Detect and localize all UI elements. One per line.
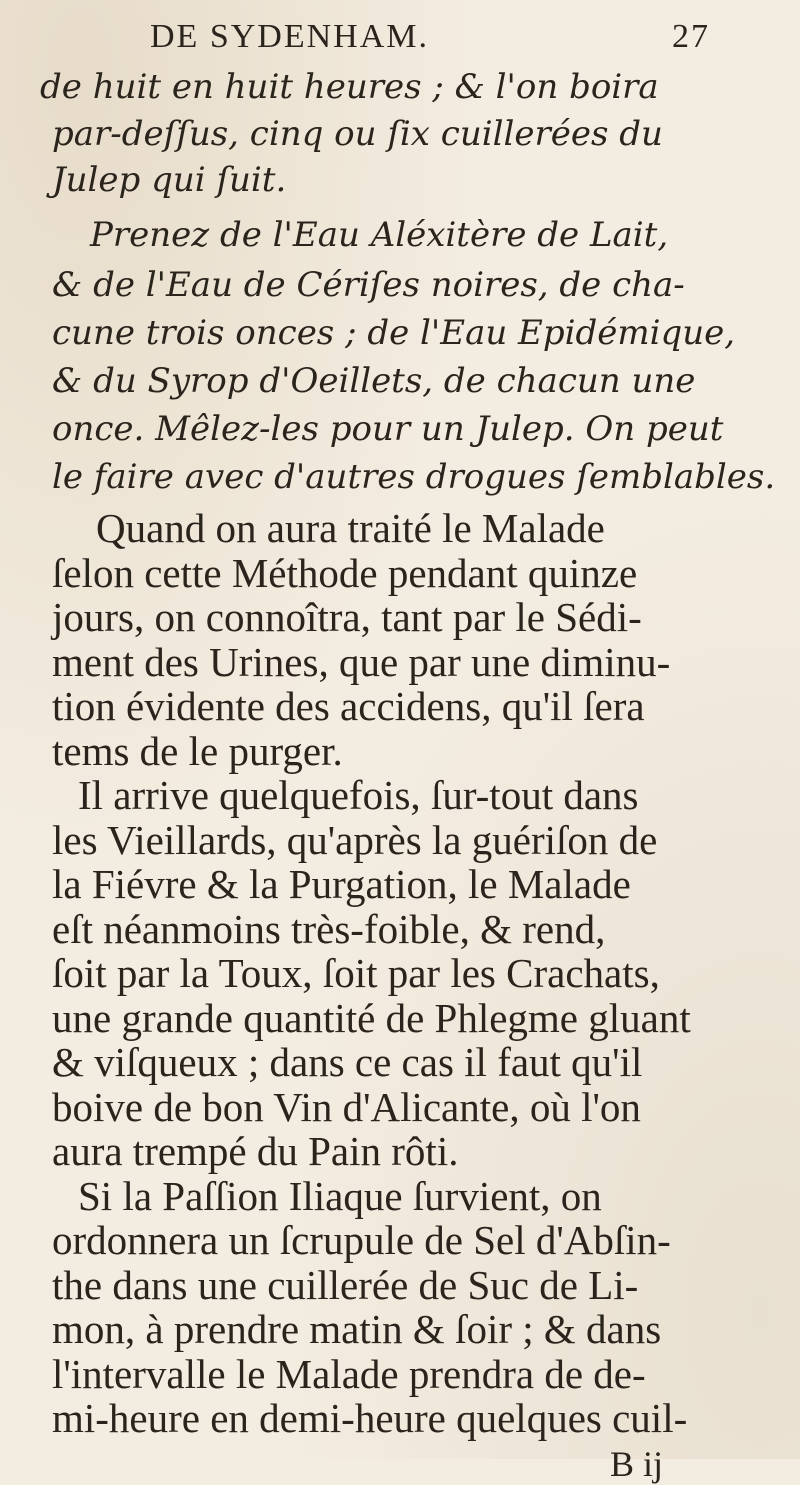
signature-mark: B ij xyxy=(610,1443,664,1484)
text-line: mi-heure en demi-heure quelques cuil- xyxy=(52,1395,688,1441)
page-number: 27 xyxy=(672,18,710,55)
text-line: & viſqueux ; dans ce cas il faut qu'il xyxy=(52,1039,643,1085)
text-line: les Vieillards, qu'après la guériſon de xyxy=(52,816,658,863)
text-line: once. Mêlez-les pour un Julep. On peut xyxy=(52,409,724,449)
text-line: une grande quantité de Phlegme gluant xyxy=(52,994,691,1041)
text-line: cune trois onces ; de l'Eau Epidémique, xyxy=(52,313,736,353)
running-title: DE SYDENHAM. xyxy=(150,18,429,55)
text-line: tion évidente des accidens, qu'il ſera xyxy=(52,683,645,729)
text-line: the dans une cuillerée de Suc de Li- xyxy=(52,1261,639,1308)
text-line: mon, à prendre matin & ſoir ; & dans xyxy=(52,1306,662,1352)
text-line: ſoit par la Toux, ſoit par les Crachats, xyxy=(52,950,660,996)
text-line: la Fiévre & la Purgation, le Malade xyxy=(52,861,631,907)
text-line: eſt néanmoins très-foible, & rend, xyxy=(52,905,606,952)
text-line: Julep qui ſuit. xyxy=(52,160,287,200)
text-line: Prenez de l'Eau Aléxitère de Lait, xyxy=(90,215,669,255)
text-line: Il arrive quelquefois, ſur-tout dans xyxy=(78,772,639,818)
text-line: l'intervalle le Malade prendra de de- xyxy=(52,1350,646,1397)
text-line: tems de le purger. xyxy=(52,727,343,774)
text-line: ordonnera un ſcrupule de Sel d'Abſin- xyxy=(52,1217,671,1263)
text-line: aura trempé du Pain rôti. xyxy=(52,1128,459,1174)
text-line: ment des Urines, que par une diminu- xyxy=(52,638,671,685)
text-line: ſelon cette Méthode pendant quinze xyxy=(52,549,638,596)
text-line: & de l'Eau de Cériſes noires, de cha- xyxy=(52,265,685,305)
text-line: Quand on aura traité le Malade xyxy=(96,505,605,551)
text-line: de huit en huit heures ; & l'on boira xyxy=(40,67,659,107)
text-line: jours, on connoîtra, tant par le Sédi- xyxy=(52,594,642,640)
text-line: boive de bon Vin d'Alicante, où l'on xyxy=(52,1083,641,1130)
text-line: Si la Paſſion Iliaque ſurvient, on xyxy=(78,1172,602,1219)
text-line: & du Syrop d'Oeillets, de chacun une xyxy=(52,361,696,401)
text-line: le faire avec d'autres drogues ſemblables. xyxy=(52,457,776,497)
text-line: par-deſſus, cinq ou ſix cuillerées du xyxy=(52,114,663,154)
